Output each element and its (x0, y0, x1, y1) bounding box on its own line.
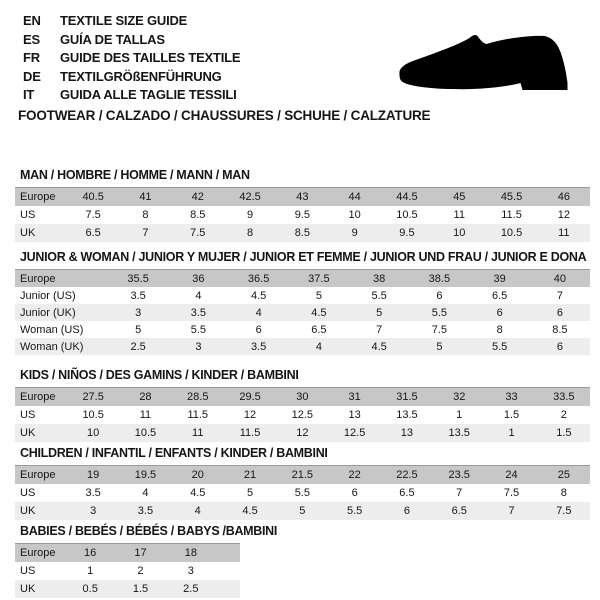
size-table-man (15, 187, 590, 242)
size-value: 4.5 (289, 304, 349, 321)
table-row (15, 270, 590, 288)
empty-cell (216, 580, 240, 598)
size-value: 31.5 (381, 388, 433, 407)
size-value: 21.5 (276, 466, 328, 485)
table-row (15, 484, 590, 502)
size-value: 6 (530, 338, 590, 355)
table-row (15, 388, 590, 407)
size-value: 2 (560, 409, 567, 421)
size-value: 12 (276, 424, 328, 442)
size-value: 38.5 (409, 270, 469, 288)
table-row (15, 188, 590, 207)
size-value: 7.5 (503, 487, 520, 499)
size-value: 2.5 (108, 338, 168, 355)
size-value: 1 (87, 565, 94, 577)
table-row (15, 466, 590, 485)
size-value: 28 (119, 388, 171, 407)
size-value: 3 (108, 304, 168, 321)
size-value: 21 (224, 466, 276, 485)
table-row (15, 287, 590, 304)
size-value: 10.5 (82, 409, 104, 421)
size-value: 7.5 (538, 502, 590, 520)
size-value: 16 (65, 544, 115, 563)
row-label: UK (15, 424, 67, 442)
size-value: 1.5 (115, 580, 165, 598)
row-label: Junior (US) (20, 289, 76, 302)
size-value: 1 (485, 424, 537, 442)
size-value: 19.5 (119, 466, 171, 485)
language-code: DE (23, 68, 41, 84)
size-value: 42 (172, 188, 224, 207)
table-row (15, 502, 590, 520)
size-value: 4 (289, 338, 349, 355)
size-value: 33.5 (538, 388, 590, 407)
size-value: 3.5 (168, 304, 228, 321)
dress-shoe-icon (397, 33, 575, 98)
size-table-section-kids (15, 368, 590, 442)
table-row (15, 338, 590, 355)
size-value: 37.5 (289, 270, 349, 288)
size-value: 1 (456, 409, 463, 421)
size-table-section-babies (15, 524, 590, 598)
size-value: 13.5 (433, 424, 485, 442)
category-title: FOOTWEAR / CALZADO / CHAUSSURES / SCHUHE / CALZATURE (18, 108, 431, 123)
size-value: 36.5 (229, 270, 289, 288)
size-value: 6 (255, 323, 262, 336)
size-value: 17 (115, 544, 165, 563)
size-value: 4.5 (250, 289, 267, 302)
size-value: 20 (172, 466, 224, 485)
size-value: 45 (433, 188, 485, 207)
row-label: US (20, 487, 36, 499)
size-value: 13.5 (396, 409, 418, 421)
size-value: 31 (328, 388, 380, 407)
size-value: 0.5 (65, 580, 115, 598)
size-value: 10.5 (119, 424, 171, 442)
size-value: 22 (328, 466, 380, 485)
size-value: 5.5 (328, 502, 380, 520)
size-value: 12 (557, 209, 570, 221)
size-value: 35.5 (108, 270, 168, 288)
size-value: 3.5 (229, 338, 289, 355)
empty-cell (216, 562, 240, 580)
size-value: 12 (243, 409, 257, 421)
language-code: ES (23, 31, 40, 47)
row-label: Europe (15, 466, 67, 485)
size-value: 3 (168, 338, 228, 355)
size-value: 44.5 (381, 188, 433, 207)
size-value: 6.5 (433, 502, 485, 520)
size-table-children (15, 465, 590, 520)
size-value: 11 (172, 424, 224, 442)
size-value: 41 (119, 188, 171, 207)
size-value: 4 (195, 289, 202, 302)
language-label: GUIDE DES TAILLES TEXTILE (60, 50, 241, 65)
size-value: 24 (485, 466, 537, 485)
size-value: 7 (376, 323, 383, 336)
row-label: Junior (UK) (15, 304, 108, 321)
size-table-kids (15, 387, 590, 442)
size-value: 22.5 (381, 466, 433, 485)
size-value: 6.5 (399, 487, 415, 499)
size-value: 7 (119, 224, 171, 242)
size-value: 40.5 (67, 188, 119, 207)
size-value: 12.5 (328, 424, 380, 442)
size-value: 8.5 (190, 209, 206, 221)
size-value: 2.5 (166, 580, 216, 598)
size-value: 40 (530, 270, 590, 288)
size-value: 5.5 (371, 289, 387, 302)
size-value: 5.5 (294, 487, 310, 499)
size-value: 6.5 (67, 224, 119, 242)
size-value: 4 (172, 502, 224, 520)
table-row (15, 424, 590, 442)
size-value: 2 (137, 565, 144, 577)
size-value: 5.5 (190, 323, 207, 336)
size-value: 5 (246, 487, 254, 499)
size-value: 4 (142, 487, 149, 499)
size-value: 5 (276, 502, 328, 520)
size-value: 10 (433, 224, 485, 242)
size-value: 36 (168, 270, 228, 288)
size-value: 13 (348, 409, 361, 421)
size-value: 25 (538, 466, 590, 485)
size-table-section-junior-woman (15, 250, 590, 355)
size-value: 5 (409, 338, 469, 355)
size-value: 18 (166, 544, 216, 563)
row-label: Europe (15, 188, 67, 207)
size-table-babies (15, 543, 240, 598)
row-label: UK (15, 502, 67, 520)
table-row (15, 224, 590, 242)
size-value: 8 (224, 224, 276, 242)
size-value: 3.5 (85, 487, 101, 499)
size-value: 23.5 (433, 466, 485, 485)
size-value: 6.5 (491, 289, 508, 302)
language-code: IT (23, 87, 35, 102)
row-label: Europe (15, 270, 108, 288)
size-value: 19 (67, 466, 119, 485)
size-value: 27.5 (67, 388, 119, 407)
size-value: 4 (229, 304, 289, 321)
language-label: TEXTILGRÖßENFÜHRUNG (60, 68, 222, 84)
size-value: 33 (485, 388, 537, 407)
row-label: Woman (UK) (15, 338, 108, 355)
table-row (15, 562, 240, 580)
size-value: 8.5 (552, 323, 568, 336)
size-value: 6 (351, 487, 358, 499)
size-value: 6 (381, 502, 433, 520)
size-value: 10.5 (396, 209, 418, 221)
size-value: 1.5 (503, 409, 520, 421)
size-value: 8 (142, 209, 149, 221)
language-row (23, 68, 240, 87)
size-value: 5.5 (409, 304, 469, 321)
size-value: 11.5 (501, 209, 522, 221)
size-value: 44 (328, 188, 380, 207)
size-value: 29.5 (224, 388, 276, 407)
table-row (15, 544, 240, 563)
size-value: 46 (538, 188, 590, 207)
row-label: Europe (15, 544, 65, 563)
size-value: 3 (67, 502, 119, 520)
size-value: 9.5 (294, 209, 310, 221)
size-value: 10 (67, 424, 119, 442)
size-table-section-children (15, 446, 590, 520)
size-value: 7 (556, 289, 563, 302)
row-label: Europe (15, 388, 67, 407)
size-value: 7.5 (85, 209, 101, 221)
size-value: 9 (246, 209, 254, 221)
size-value: 7 (456, 487, 463, 499)
language-code: FR (23, 50, 40, 65)
size-value: 5 (135, 323, 142, 336)
size-value: 11 (453, 209, 465, 221)
size-value: 32 (433, 388, 485, 407)
size-value: 1.5 (538, 424, 590, 442)
size-value: 9 (328, 224, 380, 242)
size-value: 4.5 (349, 338, 409, 355)
size-value: 45.5 (485, 188, 537, 207)
size-value: 43 (276, 188, 328, 207)
size-table-junior-woman (15, 269, 590, 355)
size-value: 12.5 (291, 409, 314, 421)
size-value: 11.5 (224, 424, 276, 442)
size-value: 5 (349, 304, 409, 321)
size-value: 8 (496, 323, 503, 336)
language-label: TEXTILE SIZE GUIDE (60, 13, 188, 28)
size-value: 13 (381, 424, 433, 442)
section-title: JUNIOR & WOMAN / JUNIOR Y MUJER / JUNIOR ET FEMME / JUNIOR UND FRAU / JUNIOR E DONA (20, 250, 587, 264)
language-label: GUÍA DE TALLAS (60, 31, 165, 47)
row-label: UK (15, 224, 67, 242)
size-value: 4.5 (190, 487, 206, 499)
language-row (23, 86, 240, 105)
size-value: 30 (276, 388, 328, 407)
row-label: UK (15, 580, 65, 598)
size-value: 7.5 (431, 323, 448, 336)
size-value: 6 (530, 304, 590, 321)
size-value: 3.5 (130, 289, 146, 302)
size-value: 5.5 (470, 338, 530, 355)
size-value: 3 (187, 565, 194, 577)
table-row (15, 206, 590, 224)
row-label: US (20, 409, 36, 421)
row-label: Woman (US) (20, 323, 84, 336)
table-row (15, 580, 240, 598)
size-value: 8 (560, 487, 567, 499)
size-value: 7.5 (172, 224, 224, 242)
size-value: 11 (139, 409, 152, 421)
row-label: US (20, 209, 36, 221)
size-value: 3.5 (119, 502, 171, 520)
size-value: 7 (485, 502, 537, 520)
table-row (15, 406, 590, 424)
size-value: 10.5 (485, 224, 537, 242)
size-value: 4.5 (224, 502, 276, 520)
section-title: CHILDREN / INFANTIL / ENFANTS / KINDER / BAMBINI (20, 446, 328, 460)
section-title: BABIES / BEBÉS / BÉBÉS / BABYS /BAMBINI (20, 524, 278, 538)
size-value: 6 (436, 289, 443, 302)
section-title: MAN / HOMBRE / HOMME / MANN / MAN (20, 168, 250, 182)
size-table-section-man (15, 168, 590, 242)
size-value: 39 (470, 270, 530, 288)
size-value: 28.5 (172, 388, 224, 407)
language-row (23, 49, 240, 68)
language-title-list (23, 12, 240, 105)
language-code: EN (23, 13, 41, 28)
size-value: 5 (315, 289, 322, 302)
size-value: 9.5 (381, 224, 433, 242)
size-value: 11 (538, 224, 590, 242)
size-value: 11.5 (187, 409, 209, 421)
size-value: 10 (348, 209, 361, 221)
section-title: KIDS / NIÑOS / DES GAMINS / KINDER / BAMBINI (20, 368, 299, 382)
row-label: US (20, 565, 36, 577)
language-row (23, 31, 240, 50)
size-value: 8.5 (276, 224, 328, 242)
table-row (15, 304, 590, 321)
size-value: 6.5 (311, 323, 327, 336)
size-value: 38 (349, 270, 409, 288)
language-label: GUIDA ALLE TAGLIE TESSILI (60, 87, 237, 102)
table-row (15, 321, 590, 338)
size-value: 42.5 (224, 188, 276, 207)
empty-cell (216, 544, 240, 563)
size-value: 6 (470, 304, 530, 321)
language-row (23, 12, 240, 31)
